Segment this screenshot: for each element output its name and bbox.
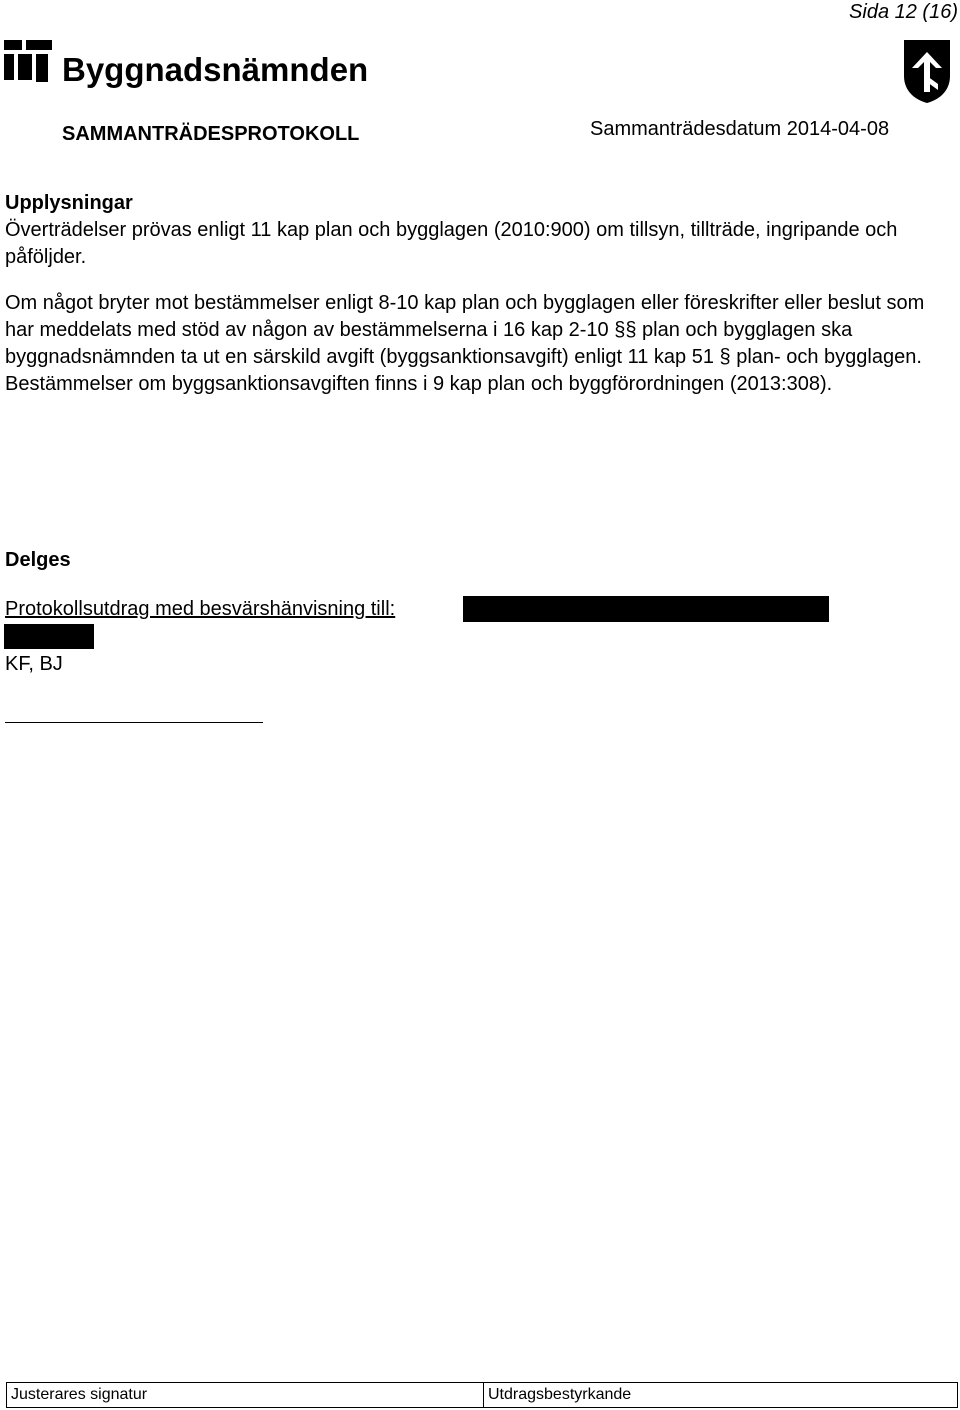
page-number: Sida 12 (16) [849, 1, 958, 23]
footer-utdragsbestyrkande: Utdragsbestyrkande [488, 1386, 632, 1403]
recipients-list: KF, BJ [5, 653, 63, 675]
upplysningar-paragraph-2: Om något bryter mot bestämmelser enligt 8-10 kap plan och bygglagen eller föreskrifter eller beslut som har meddelats med stöd av någon av bestämmelserna i 16 kap 2-10 §§ plan och bygglagen ska byggnadsnämnden ta ut en särskild avgift (byggsanktionsavgift) enligt 11 kap 51 § plan- och bygglagen. Bestämmelser om byggsanktionsavgiften finns i 9 kap plan och byggförordningen (2013:308). [5, 292, 925, 395]
signature-line [5, 722, 263, 723]
document-type: SAMMANTRÄDESPROTOKOLL [62, 123, 360, 145]
delges-heading: Delges [5, 549, 71, 571]
redaction-block [4, 624, 94, 649]
organization-title: Byggnadsnämnden [62, 51, 369, 88]
upplysningar-paragraph-1: Överträdelser prövas enligt 11 kap plan och bygglagen (2010:900) om tillsyn, tillträde, ingripande och påföljder. [5, 219, 898, 268]
meeting-date: Sammanträdesdatum 2014-04-08 [590, 118, 890, 140]
footer-justerares-signatur: Justerares signatur [7, 1383, 484, 1407]
distribution-label: Protokollsutdrag med besvärshänvisning till: [5, 598, 396, 620]
upplysningar-heading: Upplysningar [5, 192, 133, 214]
coat-of-arms-icon [902, 38, 952, 104]
municipal-logo-icon [4, 40, 52, 82]
footer-signature-box [6, 1382, 958, 1408]
redaction-block [463, 596, 829, 622]
